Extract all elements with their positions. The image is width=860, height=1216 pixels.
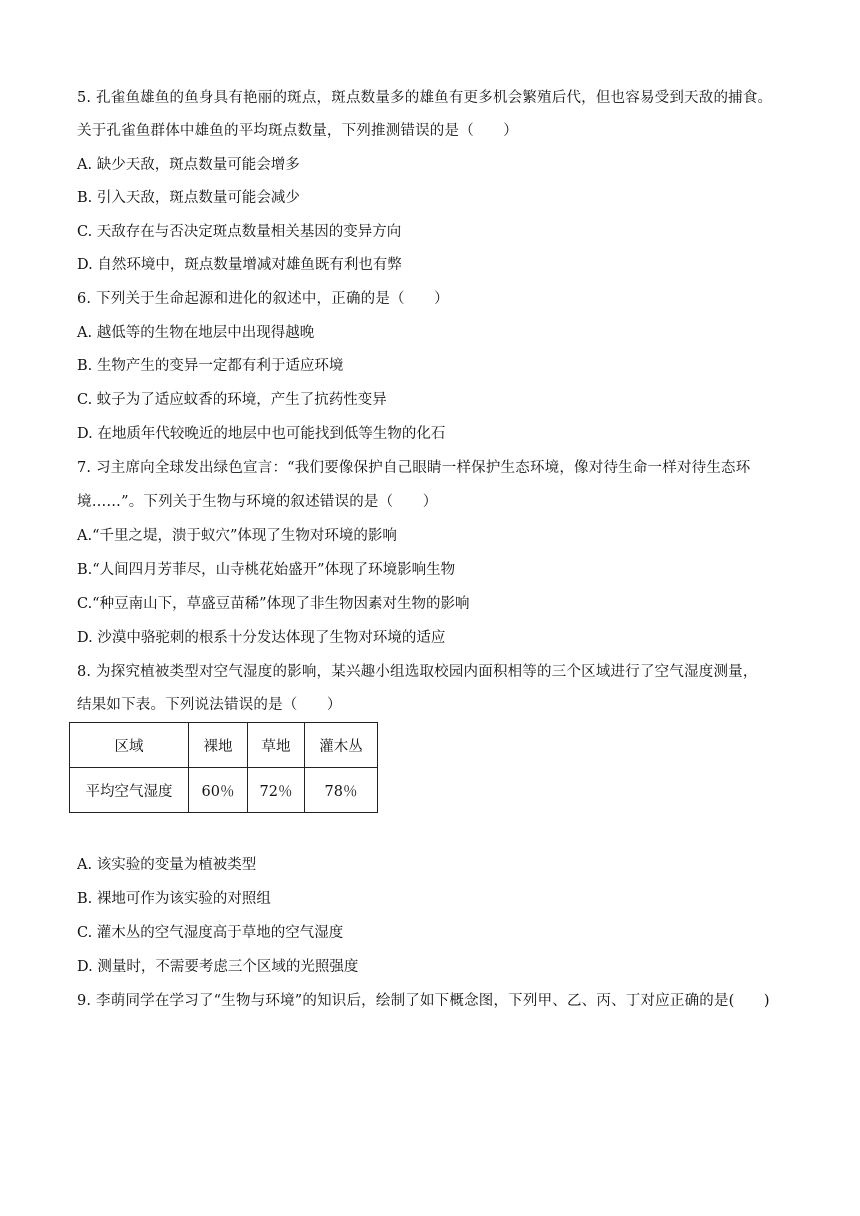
q5-option-a: A. 缺少天敌，斑点数量可能会增多: [77, 157, 300, 173]
q5-stem-line1: 5. 孔雀鱼雄鱼的鱼身具有艳丽的斑点，斑点数量多的雄鱼有更多机会繁殖后代，但也容易受到天敌的捕食。: [77, 90, 773, 106]
table-row: [70, 768, 378, 813]
q8-option-d: D. 测量时，不需要考虑三个区域的光照强度: [77, 959, 359, 975]
table-cell: 72％: [248, 768, 305, 813]
q7-option-c: C.“种豆南山下，草盛豆苗稀”体现了非生物因素对生物的影响: [77, 596, 470, 612]
q9-stem: 9. 李萌同学在学习了“生物与环境”的知识后，绘制了如下概念图，下列甲、乙、丙、丁对应正确的是( ): [77, 993, 770, 1009]
q6-option-d: D. 在地质年代较晚近的地层中也可能找到低等生物的化石: [77, 426, 446, 442]
q6-option-b: B. 生物产生的变异一定都有利于适应环境: [77, 358, 344, 374]
table-header-cell: 区域: [70, 723, 189, 768]
table-cell: 78％: [305, 768, 378, 813]
q5-option-c: C. 天敌存在与否决定斑点数量相关基因的变异方向: [77, 224, 402, 240]
q7-option-b: B.“人间四月芳菲尽，山寺桃花始盛开”体现了环境影响生物: [77, 562, 456, 578]
q7-option-a: A.“千里之堤，溃于蚁穴”体现了生物对环境的影响: [77, 528, 397, 544]
q6-stem: 6. 下列关于生命起源和进化的叙述中，正确的是（ ）: [77, 291, 449, 307]
q6-option-a: A. 越低等的生物在地层中出现得越晚: [77, 325, 315, 341]
q8-option-b: B. 裸地可作为该实验的对照组: [77, 891, 271, 907]
q8-option-c: C. 灌木丛的空气湿度高于草地的空气湿度: [77, 925, 344, 941]
q7-option-d: D. 沙漠中骆驼刺的根系十分发达体现了生物对环境的适应: [77, 630, 446, 646]
q8-stem-line2: 结果如下表。下列说法错误的是（ ）: [77, 697, 342, 713]
table-cell: 平均空气湿度: [70, 768, 189, 813]
q8-option-a: A. 该实验的变量为植被类型: [77, 857, 257, 873]
table-header-cell: 灌木丛: [305, 723, 378, 768]
q7-stem-line1: 7. 习主席向全球发出绿色宣言：“我们要像保护自己眼睛一样保护生态环境，像对待生命一样对待生态环: [77, 460, 751, 476]
table-header-cell: 裸地: [189, 723, 248, 768]
q6-option-c: C. 蚊子为了适应蚊香的环境，产生了抗药性变异: [77, 392, 387, 408]
q7-stem-line2: 境……”。下列关于生物与环境的叙述错误的是（ ）: [77, 494, 438, 510]
q5-option-d: D. 自然环境中，斑点数量增减对雄鱼既有利也有弊: [77, 257, 402, 273]
q8-stem-line1: 8. 为探究植被类型对空气湿度的影响，某兴趣小组选取校园内面积相等的三个区域进行了空气湿度测量，: [77, 664, 758, 680]
table-header-cell: 草地: [248, 723, 305, 768]
q5-option-b: B. 引入天敌，斑点数量可能会减少: [77, 190, 300, 206]
q5-stem-line2: 关于孔雀鱼群体中雄鱼的平均斑点数量，下列推测错误的是（ ）: [77, 123, 518, 139]
table-cell: 60％: [189, 768, 248, 813]
humidity-table: [69, 722, 378, 813]
table-header-row: [70, 723, 378, 768]
